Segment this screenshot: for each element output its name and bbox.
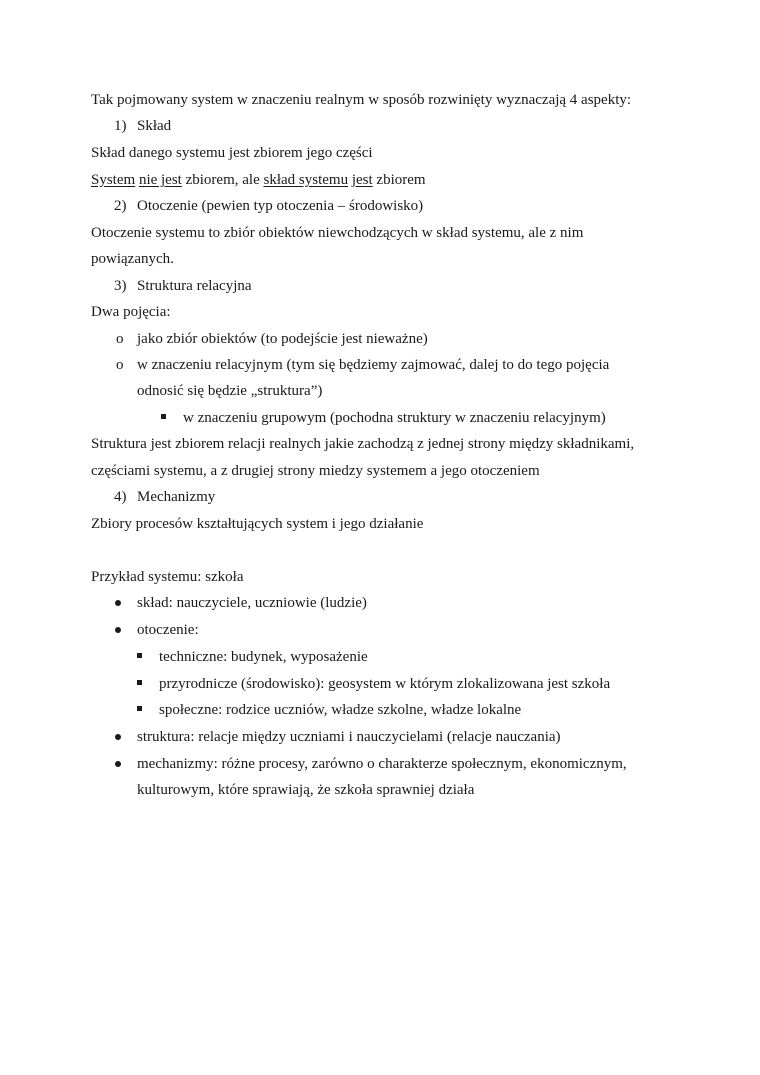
example-otoczenie: otoczenie: [137,622,199,638]
sklad-statement [91,170,426,190]
disc-bullet-icon [115,600,121,606]
sklad-statement-end: zbiorem [372,172,426,188]
disc-bullet-icon [115,761,121,767]
list-number-2: 2) [114,198,127,214]
example-techniczne: techniczne: budynek, wyposażenie [159,649,368,665]
aspect-heading-mechanizmy: Mechanizmy [137,489,216,505]
square-bullet-icon [137,653,142,658]
example-przyrodnicze: przyrodnicze (środowisko): geosystem w którym zlokalizowana jest szkoła [159,676,611,692]
list-number-1: 1) [114,118,127,134]
otoczenie-definition-line1: Otoczenie systemu to zbiór obiektów niewchodzących w skład systemu, ale z nim [91,225,584,241]
aspect-heading-struktura: Struktura relacyjna [137,278,252,294]
otoczenie-definition-line2: powiązanych. [91,251,174,267]
underlined-sklad-systemu: skład systemu [263,172,349,188]
circle-bullet-1: o [116,331,124,347]
underlined-jest: jest [351,172,373,188]
square-bullet-icon [137,706,142,711]
example-sklad: skład: nauczyciele, uczniowie (ludzie) [137,595,367,611]
intro-paragraph: Tak pojmowany system w znaczeniu realnym w sposób rozwinięty wyznaczają 4 aspekty: [91,92,632,108]
square-bullet-icon [161,414,166,419]
pojecie-item-1: jako zbiór obiektów (to podejście jest nieważne) [137,331,428,347]
circle-bullet-2: o [116,357,124,373]
example-struktura: struktura: relacje między uczniami i nauczycielami (relacje nauczania) [137,729,561,745]
underlined-system: System [91,172,136,188]
example-mechanizmy-line1: mechanizmy: różne procesy, zarówno o charakterze społecznym, ekonomicznym, [137,756,627,772]
pojecie-item-2-line1: w znaczeniu relacyjnym (tym się będziemy zajmować, dalej to do tego pojęcia [137,357,610,373]
pojecie-item-3: w znaczeniu grupowym (pochodna struktury w znaczeniu relacyjnym) [183,410,606,426]
struktura-definition-line2: częściami systemu, a z drugiej strony miedzy systemem a jego otoczeniem [91,463,540,479]
example-mechanizmy-line2: kulturowym, które sprawiają, że szkoła sprawniej działa [137,782,475,798]
sklad-definition: Skład danego systemu jest zbiorem jego części [91,145,373,161]
square-bullet-icon [137,680,142,685]
list-number-4: 4) [114,489,127,505]
mechanizmy-definition: Zbiory procesów kształtujących system i jego działanie [91,516,424,532]
example-spoleczne: społeczne: rodzice uczniów, władze szkolne, władze lokalne [159,702,522,718]
example-title: Przykład systemu: szkoła [91,569,244,585]
underlined-nie-jest: nie jest [138,172,182,188]
disc-bullet-icon [115,734,121,740]
sklad-statement-middle: zbiorem, ale [181,172,264,188]
disc-bullet-icon [115,627,121,633]
pojecie-item-2-line2: odnosić się będzie „struktura”) [137,383,323,399]
list-number-3: 3) [114,278,127,294]
dwa-pojecia-label: Dwa pojęcia: [91,304,171,320]
aspect-heading-otoczenie: Otoczenie (pewien typ otoczenia – środowisko) [137,198,424,214]
struktura-definition-line1: Struktura jest zbiorem relacji realnych jakie zachodzą z jednej strony między składnikami, [91,436,635,452]
aspect-heading-sklad: Skład [137,118,172,134]
